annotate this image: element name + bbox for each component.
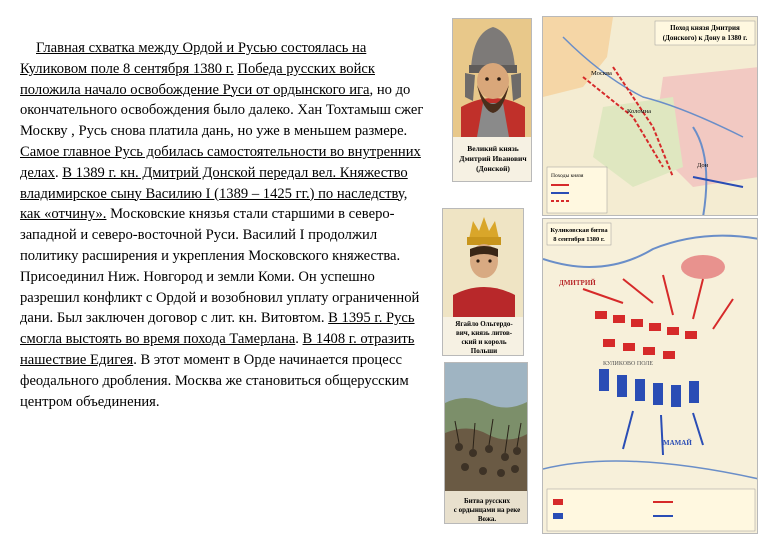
campaign-map-title2: (Донского) к Дону в 1380 г. [662,34,748,42]
battle-map-mamai-label: МАМАЙ [663,439,692,447]
dmitry-caption-line2: Дмитрий Иванович [459,154,527,163]
kulikovo-battle-sentence: Главная схватка между Ордой и Русью состоялась на Куликовом поле 8 сентября 1380 г. [20,40,367,77]
dmitry-portrait-image [453,19,532,182]
campaign-map-don-label: Дон [697,162,709,169]
victory-sentence: Победа русских войск положила начало освобождение Руси от ордынского ига [20,60,375,98]
battle-map-dmitry-label: ДМИТРИЙ [559,279,596,287]
vozha-battle-illustration [444,362,528,524]
separator-text: . [54,164,63,181]
campaign-map-moscow-label: Москва [591,70,612,77]
jagiello-portrait [442,208,524,356]
battle-map-field-label: КУЛИКОВО ПОЛЕ [603,361,653,367]
battle-map-image [543,219,758,534]
jagiello-caption-line1: Ягайло Ольгердо- [455,320,513,328]
vasily-succession-sentence: В 1389 г. кн. Дмитрий Донской передал вел. Княжество владимирское сыну Василию I (1389 – 1425 гг.) по наследству, как «отчину». [20,164,408,223]
battle-map-title1: Куликовская битва [550,227,608,234]
campaign-map-kolomna-label: Коломна [627,108,652,115]
vasily-policy-text: Московские князья стали старшими в северо-западной и северо-восточной Руси. Василий I продолжил политику расширения и укрепления Московского княжества. Присоединил Ниж. Новгород и земли Коми. Он успешно разрешил конфликт с Ордой и возобновил уплату ограниченной дани. Был заключен договор с лит. кн. Витовтом. [20,206,420,327]
campaign-map [542,16,758,216]
battle-illustration-image [445,363,528,524]
battle-caption-line3: Вожа. [477,515,497,523]
main-text-block [20,38,425,412]
separator-text-2: . [295,331,303,348]
dmitry-caption-line3: (Донской) [476,164,510,173]
campaign-map-title1: Поход князя Дмитрия [670,24,740,32]
jagiello-portrait-image [443,209,524,356]
edigey-sentence: В 1408 г. отразить нашествие Едигея [20,331,415,368]
tamerlane-sentence: В 1395 г. Русь смогла выстоять во время похода Тамерлана [20,310,415,348]
jagiello-caption-line4: Польши [470,347,498,355]
jagiello-caption-line2: вич, князь литов- [455,329,513,337]
independence-sentence: Самое главное Русь добилась самостоятельности во внутренних делах [20,143,421,181]
kulikovo-battle-map [542,218,758,534]
campaign-map-legend-label: Походы князя [551,173,584,179]
dmitry-donskoy-portrait [452,18,532,182]
battle-caption-line2: с ордынцами на реке [453,506,521,514]
main-paragraph [20,38,425,412]
battle-caption-line1: Битва русских [464,497,510,505]
horde-fragmentation-text: . В этот момент в Орде начинается процесс феодального дробления. Москва же становиться общерусским центром объединения. [20,351,409,410]
jagiello-caption-line3: ский и король [461,338,507,346]
battle-map-title2: 8 сентября 1380 г. [553,236,605,243]
dmitry-caption-line1: Великий князь [467,144,519,153]
tokhtamysh-text: , но до окончательного освобождения было далеко. Хан Тохтамыш сжег Москву , Русь снова платила дань, но уже в меньшем размере. [20,81,424,140]
campaign-map-image [543,17,758,216]
